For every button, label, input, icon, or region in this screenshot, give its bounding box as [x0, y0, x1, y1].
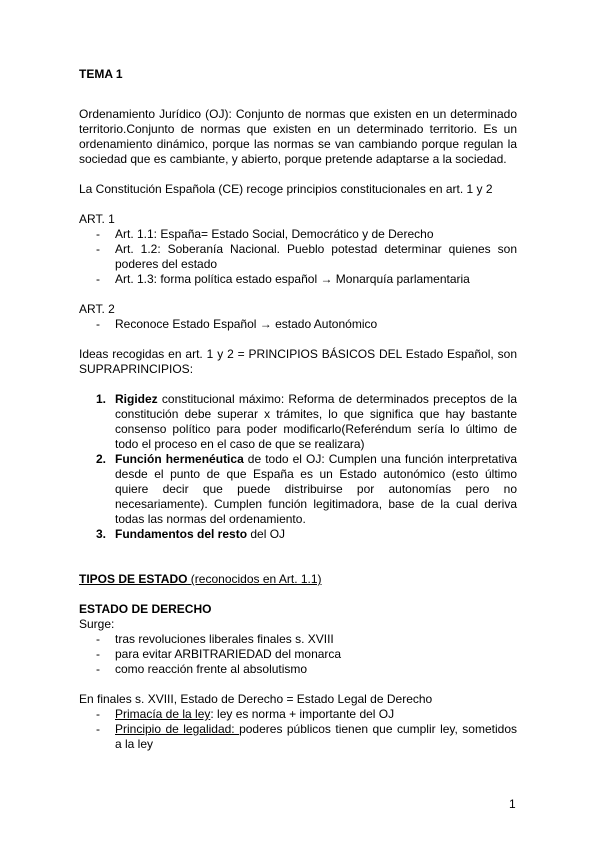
ce-paragraph: La Constitución Española (CE) recoge principios constitucionales en art. 1 y 2: [79, 182, 493, 196]
dash-bullet: -: [96, 722, 100, 736]
dash-bullet: -: [96, 272, 100, 286]
page-number: 1: [509, 797, 516, 811]
dash-bullet: -: [96, 227, 100, 241]
intro-paragraph: Ordenamiento Jurídico (OJ): Conjunto de normas que existen en un determinado territorio.Conjunto de normas que existen en un determinado territorio. Es un ordenamiento dinámico, porque las normas se van cambiando porque regulan la sociedad que es cambiante, y abierto, porque pretende adaptarse a la sociedad.: [79, 107, 517, 166]
estado-legal-list: [79, 707, 517, 752]
list-item: - tras revoluciones liberales finales s. XVIII: [96, 632, 334, 646]
principles-list: [79, 392, 517, 542]
dash-bullet: -: [96, 632, 100, 646]
page-title: TEMA 1: [79, 67, 123, 81]
finales-paragraph: En finales s. XVIII, Estado de Derecho = Estado Legal de Derecho: [79, 692, 433, 706]
art1-list: [79, 227, 517, 287]
list-item: 3. Fundamentos del resto del OJ: [96, 527, 286, 541]
dash-bullet: -: [96, 242, 100, 256]
list-item: - Art. 1.1: España= Estado Social, Democrático y de Derecho: [96, 227, 434, 241]
list-item: 1. Rigidez constitucional máximo: Reforma de determinados preceptos de la constitución debe superar x trámites, lo que significa que hay bastante consenso político para poder modificarlo(Referéndum sería lo último de todo el proceso en el caso de que se realizara): [96, 392, 517, 451]
ideas-paragraph: Ideas recogidas en art. 1 y 2 = PRINCIPIOS BÁSICOS DEL Estado Español, son SUPRAPRINCIPIOS:: [79, 347, 517, 376]
surge-list: [79, 632, 517, 677]
surge-label: Surge:: [79, 617, 115, 631]
dash-bullet: -: [96, 707, 100, 721]
art2-list: [79, 317, 517, 332]
list-item: - como reacción frente al absolutismo: [96, 662, 308, 676]
tipos-heading: TIPOS DE ESTADO (reconocidos en Art. 1.1): [79, 572, 322, 586]
list-item: - Principio de legalidad: poderes públicos tienen que cumplir ley, sometidos a la ley: [96, 722, 517, 751]
list-item: - Art. 1.2: Soberanía Nacional. Pueblo potestad determinar quienes son poderes del estado: [96, 242, 517, 271]
list-item: - Art. 1.3: forma política estado español → Monarquía parlamentaria: [96, 272, 470, 286]
estado-derecho-heading: ESTADO DE DERECHO: [79, 602, 212, 616]
list-item: - Reconoce Estado Español → estado Autonómico: [96, 317, 378, 331]
dash-bullet: -: [96, 317, 100, 331]
dash-bullet: -: [96, 662, 100, 676]
document-page: [79, 67, 517, 752]
list-item: 2. Función hermenéutica de todo el OJ: Cumplen una función interpretativa desde el punto de que España es un Estado autonómico (esto último quiere decir que puede distribuirse por autonomías pero no necesariamente). Cumplen función legitimadora, base de la cual deriva todas las normas del ordenamiento.: [96, 452, 517, 526]
list-item: - para evitar ARBITRARIEDAD del monarca: [96, 647, 342, 661]
art1-heading: ART. 1: [79, 212, 115, 226]
dash-bullet: -: [96, 647, 100, 661]
list-item: - Primacía de la ley: ley es norma + importante del OJ: [96, 707, 395, 721]
art2-heading: ART. 2: [79, 302, 115, 316]
